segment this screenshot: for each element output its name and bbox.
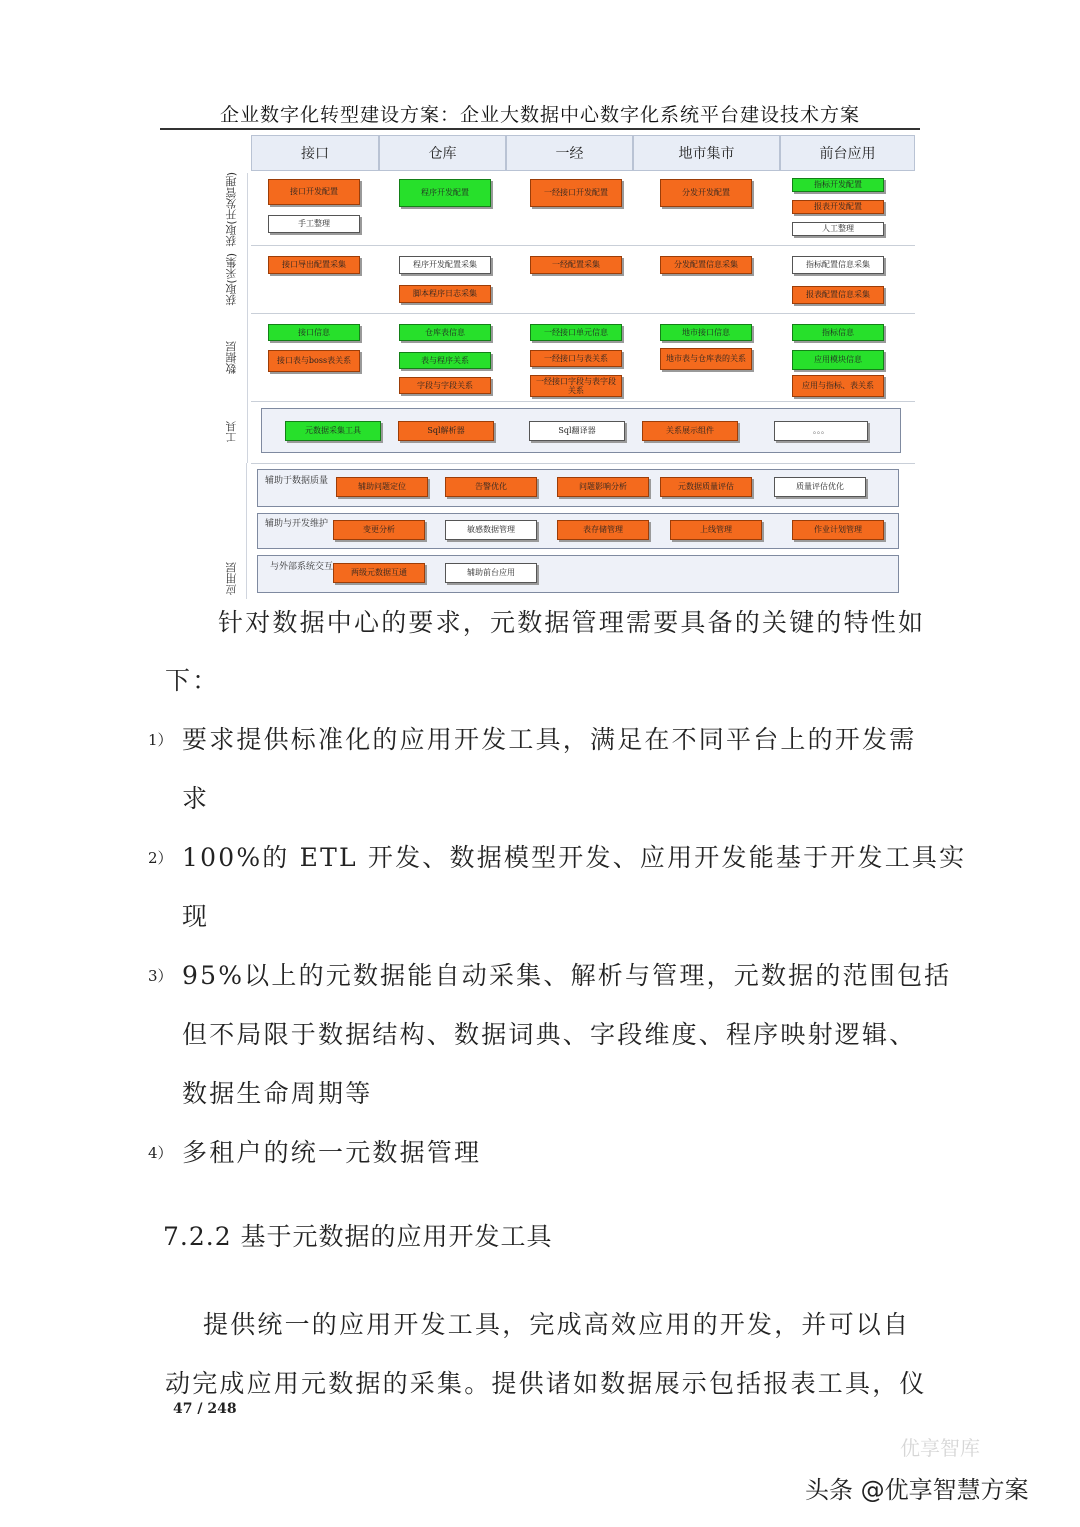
box-more: 。。。 xyxy=(774,421,868,441)
box-dist-info-collect: 分发配置信息采集 xyxy=(660,256,752,274)
box-program-dev-collect: 程序开发配置采集 xyxy=(399,256,491,274)
box-impact-analysis: 问题影响分析 xyxy=(557,477,649,497)
metadata-architecture-diagram xyxy=(215,133,915,600)
box-metadata-quality-eval: 元数据质量评估 xyxy=(660,477,752,497)
box-table-storage-mgmt: 表存储管理 xyxy=(557,520,649,540)
list-item-2-line-1: 100%的 ETL 开发、数据模型开发、应用开发能基于开发工具实 xyxy=(182,843,967,872)
box-sql-parser: Sql解析器 xyxy=(398,421,494,441)
box-interface-info: 接口信息 xyxy=(268,324,360,341)
box-problem-locate: 辅助问题定位 xyxy=(336,477,428,497)
box-interface-dev-config: 接口开发配置 xyxy=(268,179,360,205)
side-label-tools: 工具 xyxy=(217,401,248,463)
page-header-title: 企业数字化转型建设方案：企业大数据中心数字化系统平台建设技术方案 xyxy=(219,104,860,126)
box-alarm-optimize: 告警优化 xyxy=(445,477,537,497)
band-label-external: 与外部系统交互 xyxy=(270,562,334,572)
row-divider xyxy=(251,245,915,246)
page-number: 47 / 248 xyxy=(173,1401,237,1417)
list-item-3-line-1: 95%以上的元数据能自动采集、解析与管理，元数据的范围包括 xyxy=(182,961,952,990)
para2-line-1: 提供统一的应用开发工具，完成高效应用的开发，并可以自 xyxy=(203,1310,911,1339)
box-assist-front-app: 辅助前台应用 xyxy=(445,563,537,583)
box-change-analysis: 变更分析 xyxy=(333,520,425,540)
box-script-log-collect: 脚本程序日志采集 xyxy=(399,285,491,303)
list-number-3: 3） xyxy=(148,967,173,985)
box-report-dev-config: 报表开发配置 xyxy=(792,200,884,214)
box-quality-eval-optimize: 质量评估优化 xyxy=(774,477,866,497)
column-header-city: 地市集市 xyxy=(633,135,780,171)
box-metadata-collect-tool: 元数据采集工具 xyxy=(285,421,381,441)
column-header-front: 前台应用 xyxy=(780,135,915,171)
box-relation-display: 关系展示组件 xyxy=(642,421,738,441)
box-warehouse-table-info: 仓库表信息 xyxy=(399,324,491,341)
box-yijing-field-relation: 一经接口字段与表字段关系 xyxy=(530,375,622,397)
list-number-4: 4） xyxy=(148,1144,173,1162)
band-label-devops: 辅助与开发维护 xyxy=(265,519,329,529)
header-rule xyxy=(160,128,920,130)
intro-line-1: 针对数据中心的要求，元数据管理需要具备的关键的特性如 xyxy=(218,608,926,637)
box-yijing-collect: 一经配置采集 xyxy=(530,256,622,274)
column-header-yijing: 一经 xyxy=(506,135,633,171)
box-report-info-collect: 报表配置信息采集 xyxy=(792,286,884,304)
box-manual-arrange: 手工整理 xyxy=(268,215,360,233)
side-label-dev: 获取(开发管理) xyxy=(217,173,248,245)
column-header-warehouse: 仓库 xyxy=(379,135,506,171)
list-item-1-line-1: 要求提供标准化的应用开发工具，满足在不同平台上的开发需 xyxy=(182,725,917,754)
box-yijing-dev-config: 一经接口开发配置 xyxy=(530,179,622,207)
box-app-module-info: 应用模块信息 xyxy=(792,350,884,370)
box-yijing-table-relation: 一经接口与表关系 xyxy=(530,350,622,367)
list-number-1: 1） xyxy=(148,731,173,749)
box-indicator-info: 指标信息 xyxy=(792,324,884,341)
box-field-field-relation: 字段与字段关系 xyxy=(399,377,491,394)
row-divider xyxy=(251,401,915,402)
box-city-interface-info: 地市接口信息 xyxy=(660,324,752,341)
list-item-3-line-3: 数据生命周期等 xyxy=(182,1079,373,1108)
column-header-interface: 接口 xyxy=(251,135,379,171)
list-item-1-line-2: 求 xyxy=(182,784,210,813)
para2-line-2: 动完成应用元数据的采集。提供诸如数据展示包括报表工具，仪 xyxy=(165,1369,927,1398)
list-item-3-line-2: 但不局限于数据结构、数据词典、字段维度、程序映射逻辑、 xyxy=(182,1020,917,1049)
intro-line-2: 下： xyxy=(165,666,220,695)
box-release-mgmt: 上线管理 xyxy=(670,520,762,540)
list-item-2-line-2: 现 xyxy=(182,902,210,931)
list-number-2: 2） xyxy=(148,849,173,867)
watermark: 头条 @优享智慧方案 xyxy=(805,1476,1029,1504)
row-divider xyxy=(251,463,915,464)
band-label-quality: 辅助于数据质量 xyxy=(265,476,329,486)
box-job-plan-mgmt: 作业计划管理 xyxy=(792,520,884,540)
watermark-faint: 优享智库 xyxy=(900,1436,980,1460)
side-label-collect: 获取(采集) xyxy=(217,245,248,313)
box-interface-boss-relation: 接口表与boss表关系 xyxy=(268,350,360,372)
box-program-dev-config: 程序开发配置 xyxy=(399,179,491,207)
box-yijing-unit-info: 一经接口单元信息 xyxy=(530,324,622,341)
box-indicator-info-collect: 指标配置信息采集 xyxy=(792,256,884,274)
box-manual-arrange-front: 人工整理 xyxy=(792,222,884,236)
section-title: 7.2.2 基于元数据的应用开发工具 xyxy=(163,1222,553,1251)
box-two-level-metadata: 两级元数据互通 xyxy=(333,563,425,583)
box-sql-translator: Sql翻译器 xyxy=(529,421,625,441)
box-sensitive-data-mgmt: 敏感数据管理 xyxy=(445,520,537,540)
row-divider xyxy=(251,313,915,314)
box-indicator-dev-config: 指标开发配置 xyxy=(792,178,884,192)
box-interface-export-collect: 接口导出配置采集 xyxy=(268,256,360,274)
box-table-program-relation: 表与程序关系 xyxy=(399,352,491,369)
box-city-warehouse-relation: 地市表与仓库表的关系 xyxy=(660,348,752,370)
side-label-data: 数据层 xyxy=(217,313,248,401)
box-app-indicator-relation: 应用与指标、表关系 xyxy=(792,375,884,397)
box-dist-dev-config: 分发开发配置 xyxy=(660,179,752,207)
side-label-app: 应用层 xyxy=(217,463,247,599)
list-item-4-line-1: 多租户的统一元数据管理 xyxy=(182,1138,482,1167)
